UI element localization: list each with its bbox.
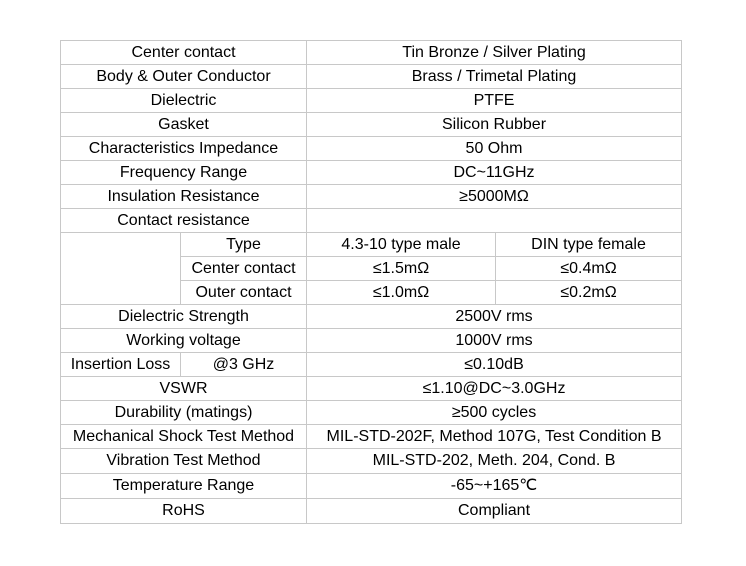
row-label: Temperature Range xyxy=(61,474,307,499)
contact-resistance-spacer xyxy=(61,233,181,305)
row-label: Characteristics Impedance xyxy=(61,137,307,161)
spec-table xyxy=(60,40,682,524)
row-label: Mechanical Shock Test Method xyxy=(61,425,307,449)
type-header: Type xyxy=(181,233,307,257)
row-value: Compliant xyxy=(307,499,682,524)
row-value: ≥5000MΩ xyxy=(307,185,682,209)
row-label: Gasket xyxy=(61,113,307,137)
table-row xyxy=(61,209,682,233)
row-label: Outer contact xyxy=(181,281,307,305)
table-row xyxy=(61,329,682,353)
table-row xyxy=(61,377,682,401)
row-value: Silicon Rubber xyxy=(307,113,682,137)
row-label: Vibration Test Method xyxy=(61,449,307,474)
row-value: MIL-STD-202F, Method 107G, Test Condition B xyxy=(307,425,682,449)
row-label: Contact resistance xyxy=(61,209,307,233)
table-row xyxy=(61,474,682,499)
table-row xyxy=(61,65,682,89)
row-label: Frequency Range xyxy=(61,161,307,185)
row-value: PTFE xyxy=(307,89,682,113)
row-value: Brass / Trimetal Plating xyxy=(307,65,682,89)
table-row xyxy=(61,185,682,209)
row-value: DC~11GHz xyxy=(307,161,682,185)
contact-resistance-header-row xyxy=(61,233,682,257)
row-label: Durability (matings) xyxy=(61,401,307,425)
row-label: Insulation Resistance xyxy=(61,185,307,209)
insertion-loss-row xyxy=(61,353,682,377)
table-row xyxy=(61,425,682,449)
row-value: 50 Ohm xyxy=(307,137,682,161)
col-header-male: 4.3-10 type male xyxy=(307,233,496,257)
row-value: MIL-STD-202, Meth. 204, Cond. B xyxy=(307,449,682,474)
table-row xyxy=(61,449,682,474)
col-header-female: DIN type female xyxy=(496,233,682,257)
row-label: Dielectric xyxy=(61,89,307,113)
male-value: ≤1.0mΩ xyxy=(307,281,496,305)
row-label: Body & Outer Conductor xyxy=(61,65,307,89)
male-value: ≤1.5mΩ xyxy=(307,257,496,281)
table-row xyxy=(61,113,682,137)
table-row xyxy=(61,305,682,329)
row-value: Tin Bronze / Silver Plating xyxy=(307,41,682,65)
row-value: ≤1.10@DC~3.0GHz xyxy=(307,377,682,401)
row-label: RoHS xyxy=(61,499,307,524)
table-row xyxy=(61,161,682,185)
female-value: ≤0.4mΩ xyxy=(496,257,682,281)
table-row xyxy=(61,89,682,113)
row-label: Center contact xyxy=(181,257,307,281)
row-label: VSWR xyxy=(61,377,307,401)
row-value: 1000V rms xyxy=(307,329,682,353)
row-value: ≤0.10dB xyxy=(307,353,682,377)
table-row xyxy=(61,401,682,425)
table-row xyxy=(61,41,682,65)
row-label: Insertion Loss xyxy=(61,353,181,377)
row-label: Dielectric Strength xyxy=(61,305,307,329)
row-label: Center contact xyxy=(61,41,307,65)
row-value: 2500V rms xyxy=(307,305,682,329)
table-row xyxy=(61,137,682,161)
row-value: ≥500 cycles xyxy=(307,401,682,425)
insertion-loss-condition: @3 GHz xyxy=(181,353,307,377)
table-row xyxy=(61,499,682,524)
female-value: ≤0.2mΩ xyxy=(496,281,682,305)
row-label: Working voltage xyxy=(61,329,307,353)
row-value: -65~+165℃ xyxy=(307,474,682,499)
row-value xyxy=(307,209,682,233)
